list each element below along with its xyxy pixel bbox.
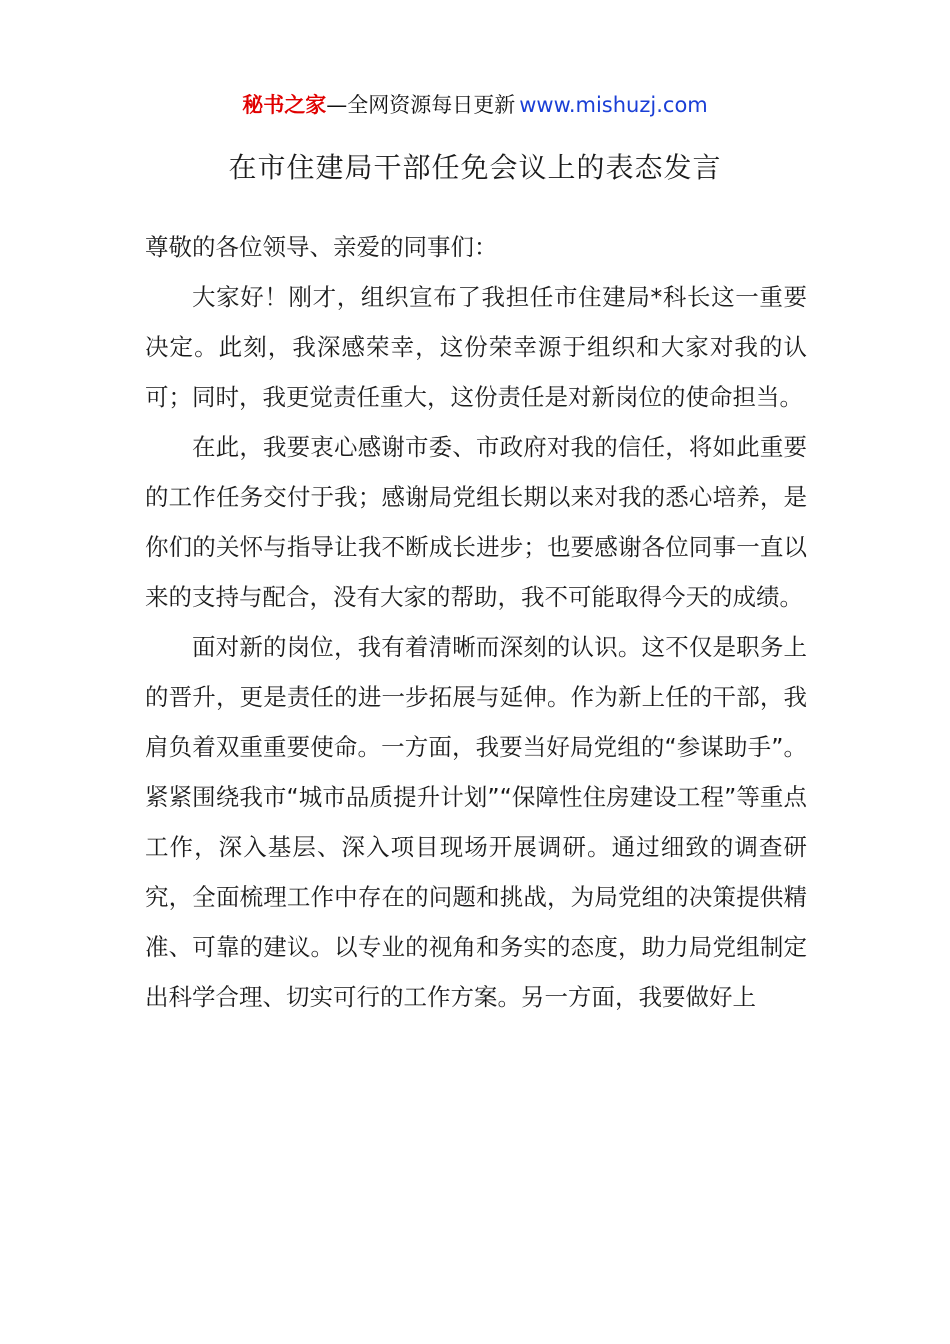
- paragraph-3: 面对新的岗位，我有着清晰而深刻的认识。这不仅是职务上的晋升，更是责任的进一步拓展与延伸。作为新上任的干部，我肩负着双重重要使命。一方面，我要当好局党组的“参谋助手”。紧紧围绕我市“城市品质提升计划”“保障性住房建设工程”等重点工作，深入基层、深入项目现场开展调研。通过细致的调查研究，全面梳理工作中存在的问题和挑战，为局党组的决策提供精准、可靠的建议。以专业的视角和务实的态度，助力局党组制定出科学合理、切实可行的工作方案。另一方面，我要做好上: [145, 633, 807, 1011]
- brand-name: 秘书之家: [242, 93, 327, 117]
- paragraph-1: 大家好！刚才，组织宣布了我担任市住建局*科长这一重要决定。此刻，我深感荣幸，这份荣幸源于组织和大家对我的认可；同时，我更觉责任重大，这份责任是对新岗位的使命担当。: [145, 283, 807, 411]
- site-url-link[interactable]: www.mishuzj.com: [519, 93, 708, 117]
- salutation: 尊敬的各位领导、亲爱的同事们：: [145, 233, 498, 261]
- document-body: [145, 222, 807, 1022]
- header-tagline: —全网资源每日更新: [326, 93, 516, 117]
- site-header: [0, 88, 950, 122]
- paragraph-2: 在此，我要衷心感谢市委、市政府对我的信任，将如此重要的工作任务交付于我；感谢局党组长期以来对我的悉心培养，是你们的关怀与指导让我不断成长进步；也要感谢各位同事一直以来的支持与配合，没有大家的帮助，我不可能取得今天的成绩。: [145, 433, 807, 611]
- document-title: 在市住建局干部任免会议上的表态发言: [228, 151, 722, 184]
